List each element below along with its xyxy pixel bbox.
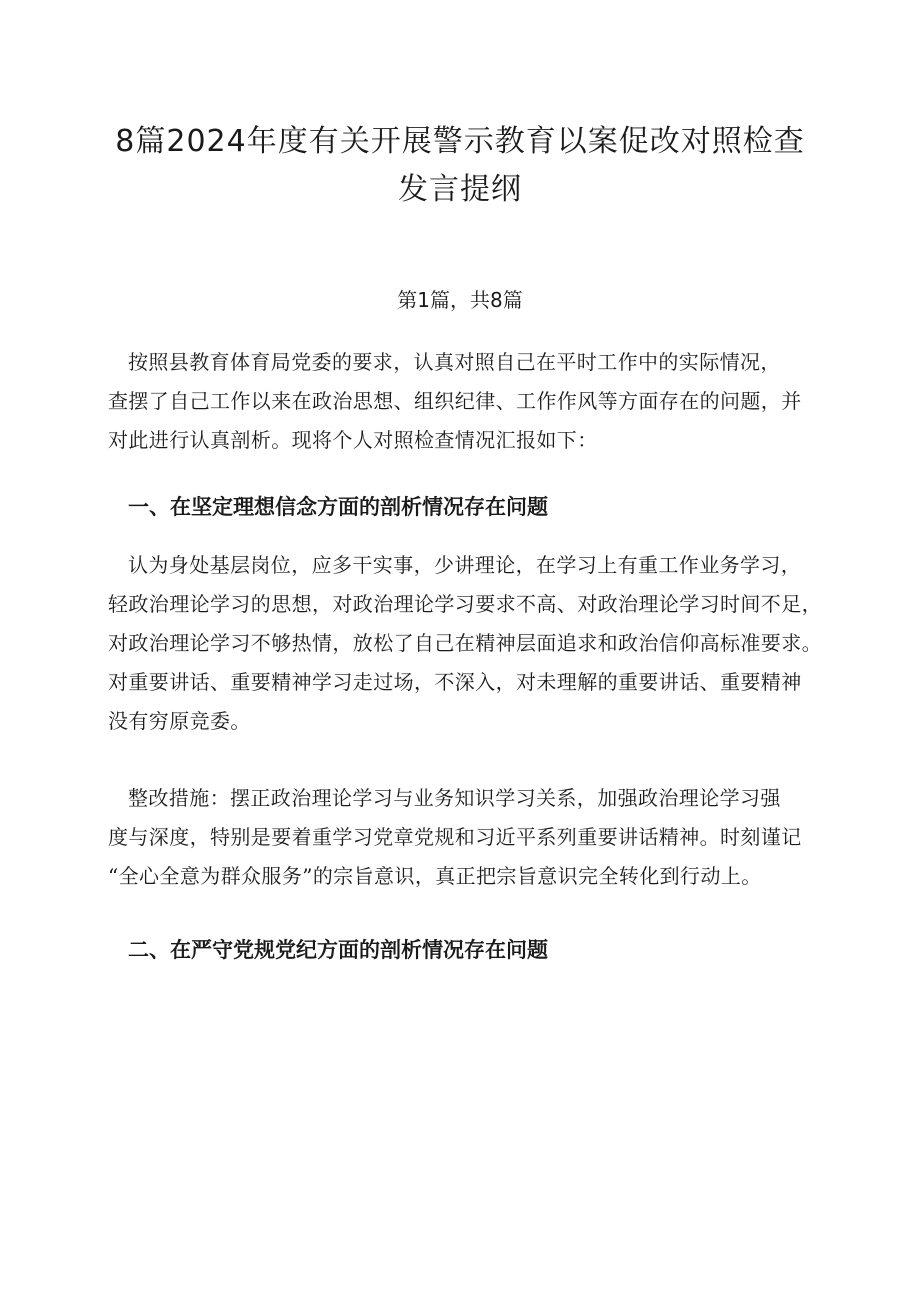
section-1-line-3: 对政治理论学习不够热情，放松了自己在精神层面追求和政治信仰高标准要求。 bbox=[108, 631, 822, 655]
rectify-line-3: “全心全意为群众服务”的宗旨意识，真正把宗旨意识完全转化到行动上。 bbox=[108, 864, 762, 888]
document-title bbox=[80, 118, 840, 214]
section-1-line-1: 认为身处基层岗位，应多干实事，少讲理论，在学习上有重工作业务学习， bbox=[128, 553, 802, 577]
section-2-heading: 二、在严守党规党纪方面的剖析情况存在问题 bbox=[128, 937, 548, 962]
rectify-line-2: 度与深度，特别是要着重学习党章党规和习近平系列重要讲话精神。时刻谨记 bbox=[108, 825, 802, 849]
part-label: 第1篇，共8篇 bbox=[397, 288, 523, 312]
rectification-paragraph bbox=[108, 779, 856, 896]
intro-line-3: 对此进行认真剖析。现将个人对照检查情况汇报如下： bbox=[108, 428, 598, 452]
intro-line-1: 按照县教育体育局党委的要求，认真对照自己在平时工作中的实际情况， bbox=[128, 350, 781, 374]
title-line-2: 发言提纲 bbox=[398, 172, 522, 207]
section-1-line-2: 轻政治理论学习的思想，对政治理论学习要求不高、对政治理论学习时间不足， bbox=[108, 592, 822, 616]
section-1-body bbox=[108, 546, 856, 741]
section-1-line-4: 对重要讲话、重要精神学习走过场，不深入，对未理解的重要讲话、重要精神 bbox=[108, 670, 802, 694]
title-line-1: 8篇2024年度有关开展警示教育以案促改对照检查 bbox=[115, 124, 805, 159]
rectify-line-1: 整改措施：摆正政治理论学习与业务知识学习关系，加强政治理论学习强 bbox=[128, 786, 781, 810]
section-1-line-5: 没有穷原竞委。 bbox=[108, 709, 251, 733]
section-1-heading: 一、在坚定理想信念方面的剖析情况存在问题 bbox=[128, 495, 548, 519]
intro-line-2: 查摆了自己工作以来在政治思想、组织纪律、工作作风等方面存在的问题，并 bbox=[108, 389, 802, 413]
intro-paragraph bbox=[108, 343, 856, 460]
